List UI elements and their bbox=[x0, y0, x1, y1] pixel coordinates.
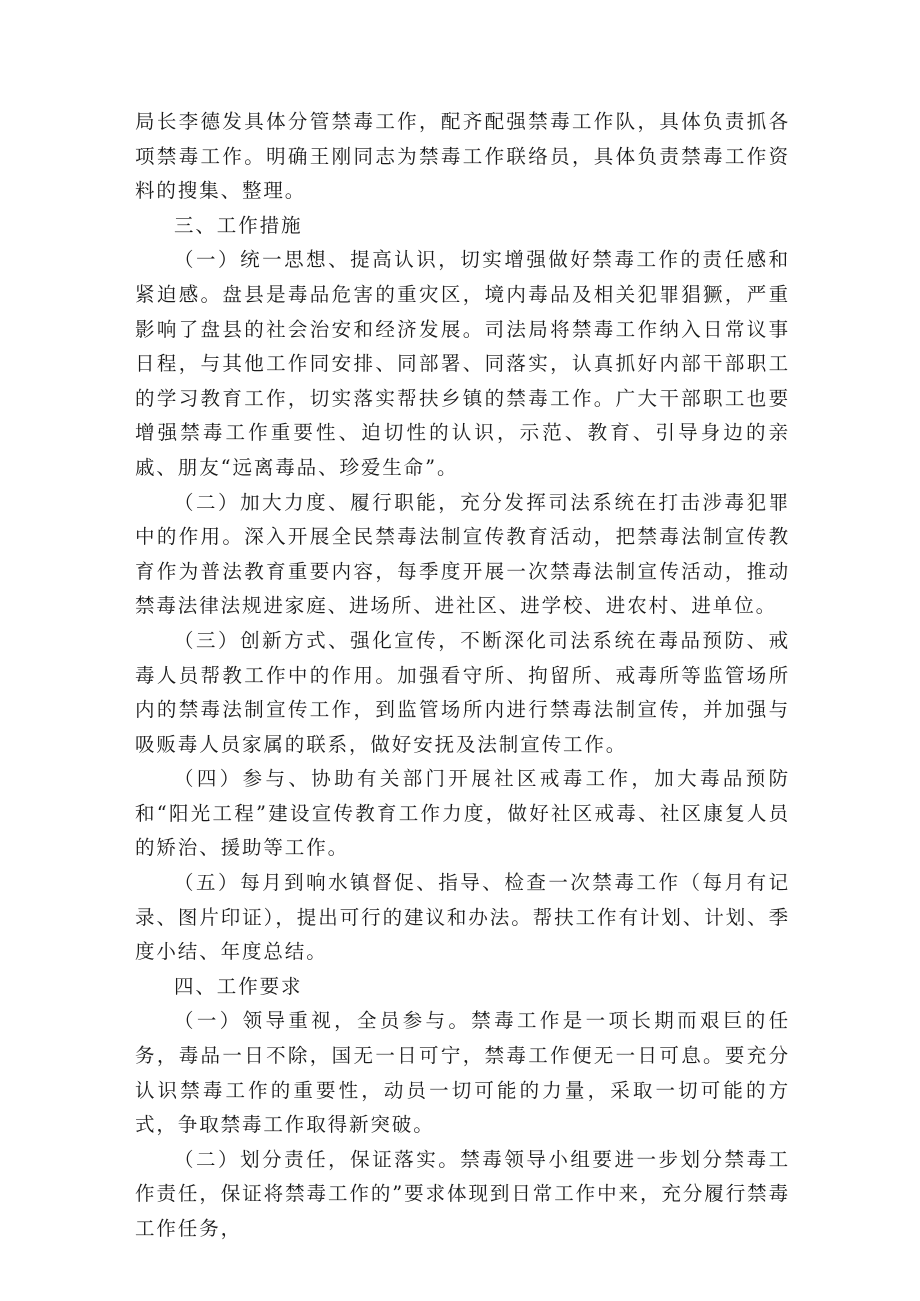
paragraph-measure-3: （三）创新方式、强化宣传，不断深化司法系统在毒品预防、戒毒人员帮教工作中的作用。加强看守所、拘留所、戒毒所等监管场所内的禁毒法制宣传工作，到监管场所内进行禁毒法制宣传，并加强与吸贩毒人员家属的联系，做好安抚及法制宣传工作。 bbox=[135, 628, 790, 756]
section-heading-work-measures: 三、工作措施 bbox=[174, 213, 303, 237]
paragraph-leadership-assignment: 局长李德发具体分管禁毒工作，配齐配强禁毒工作队，具体负责抓各项禁毒工作。明确王刚同志为禁毒工作联络员，具体负责禁毒工作资料的搜集、整理。 bbox=[135, 110, 790, 203]
paragraph-measure-4: （四）参与、协助有关部门开展社区戒毒工作，加大毒品预防和“阳光工程”建设宣传教育工作力度，做好社区戒毒、社区康复人员的矫治、援助等工作。 bbox=[135, 767, 790, 860]
paragraph-measure-2: （二）加大力度、履行职能，充分发挥司法系统在打击涉毒犯罪中的作用。深入开展全民禁毒法制宣传教育活动，把禁毒法制宣传教育作为普法教育重要内容，每季度开展一次禁毒法制宣传活动，推动禁毒法律法规进家庭、进场所、进社区、进学校、进农村、进单位。 bbox=[135, 490, 790, 618]
paragraph-measure-5: （五）每月到响水镇督促、指导、检查一次禁毒工作（每月有记录、图片印证），提出可行的建议和办法。帮扶工作有计划、计划、季度小结、年度总结。 bbox=[135, 871, 790, 964]
paragraph-requirement-2: （二）划分责任，保证落实。禁毒领导小组要进一步划分禁毒工作责任，保证将禁毒工作的”要求体现到日常工作中来，充分履行禁毒工作任务， bbox=[135, 1147, 790, 1240]
paragraph-measure-1: （一）统一思想、提高认识，切实增强做好禁毒工作的责任感和紧迫感。盘县是毒品危害的重灾区，境内毒品及相关犯罪猖獗，严重影响了盘县的社会治安和经济发展。司法局将禁毒工作纳入日常议事日程，与其他工作同安排、同部署、同落实，认真抓好内部干部职工的学习教育工作，切实落实帮扶乡镇的禁毒工作。广大干部职工也要增强禁毒工作重要性、迫切性的认识，示范、教育、引导身边的亲戚、朋友“远离毒品、珍爱生命”。 bbox=[135, 248, 790, 479]
paragraph-requirement-1: （一）领导重视，全员参与。禁毒工作是一项长期而艰巨的任务，毒品一日不除，国无一日可宁，禁毒工作便无一日可息。要充分认识禁毒工作的重要性，动员一切可能的力量，采取一切可能的方式，争取禁毒工作取得新突破。 bbox=[135, 1009, 790, 1137]
section-heading-work-requirements: 四、工作要求 bbox=[174, 974, 303, 998]
